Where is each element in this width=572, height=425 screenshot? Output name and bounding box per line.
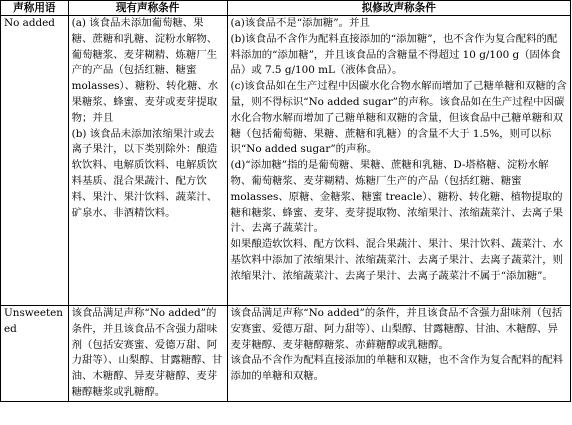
condition-paragraph: 该食品满足声称“No added”的条件，并且该食品不含强力甜味剂（包括安赛蜜、爱德万甜、阿力甜等）、山梨醇、甘露糖醇、甘油、木糖醇、异麦芽糖醇、麦芽糖醇糖浆或乳糖醇。 <box>71 307 223 398</box>
condition-paragraph: 如果酿造软饮料、配方饮料、混合果蔬汁、果汁、果汁饮料、蔬菜汁、水基饮料中添加了浓缩果汁、浓缩蔬菜汁、去离子果汁、去离子蔬菜汁，则浓缩果汁、浓缩蔬菜汁、去离子果汁、去离子蔬菜汁不属于“添加糖”。 <box>230 238 564 282</box>
header-term: 声称用语 <box>1 1 69 16</box>
claim-term: Unsweetened <box>4 307 63 335</box>
claim-term: No added <box>4 17 55 29</box>
proposed-conditions-cell <box>227 306 570 402</box>
term-cell <box>1 306 69 402</box>
header-row <box>1 1 571 16</box>
table-row <box>1 16 571 306</box>
condition-paragraph: (b) 该食品未添加浓缩果汁或去离子果汁，以下类别除外：酿造软饮料、电解质饮料、电解质饮料基质、混合果蔬汁、配方饮料、果汁、果汁饮料、蔬菜汁、矿泉水、非酒精饮料。 <box>71 127 218 219</box>
condition-paragraph: (d)“添加糖”指的是葡萄糖、果糖、蔗糖和乳糖、D-塔格糖、淀粉水解物、葡萄糖浆、麦芽糊精、炼糖厂生产的产品（包括红糖、糖蜜 molasses、原糖、金糖浆、糖蜜 treacle）、糖粉、转化糖、植物提取的糖和糖浆、蜂蜜、麦芽、麦芽提取物、浓缩果汁、浓缩蔬菜汁、去离子果汁、去离子蔬菜汁。 <box>230 159 564 235</box>
proposed-conditions-cell <box>227 16 570 306</box>
condition-paragraph: (b)该食品不含作为配料直接添加的“添加糖”，也不含作为复合配料的配料添加的“添加糖”，并且该食品的含糖量不得超过 10 g/100 g（固体食品）或 7.5 g/100 mL（液体食品）。 <box>230 32 561 77</box>
header-proposed-conditions: 拟修改声称条件 <box>227 1 570 16</box>
current-conditions-cell <box>68 306 227 402</box>
condition-paragraph: 该食品满足声称“No added”的条件，并且该食品不含强力甜味剂（包括安赛蜜、爱德万甜、阿力甜等）、山梨醇、甘露糖醇、甘油、木糖醇、异麦芽糖醇、麦芽糖醇糖浆、赤藓糖醇或乳糖醇。 <box>230 307 563 351</box>
term-cell <box>1 16 69 306</box>
condition-paragraph: 该食品不含作为配料直接添加的单糖和双糖，也不含作为复合配料的配料添加的单糖和双糖。 <box>230 354 564 383</box>
condition-paragraph: (a) 该食品未添加葡萄糖、果糖、蔗糖和乳糖、淀粉水解物、葡萄糖浆、麦芽糊精、炼糖厂生产的产品（包括红糖、糖蜜 molasses）、糖粉、转化糖、水果糖浆、蜂蜜、麦芽或麦芽提取物；并且 <box>71 17 219 124</box>
current-conditions-cell <box>68 16 227 306</box>
condition-paragraph: (a)该食品不是“添加糖”。并且 <box>230 17 370 29</box>
condition-paragraph: (c)该食品如在生产过程中因碳水化合物水解而增加了己糖单糖和双糖的含量，则不得标识“No added sugar”的声称。该食品如在生产过程中因碳水化合物水解而增加了己糖单糖和双糖的含量，但该食品中己糖单糖和双糖（包括葡萄糖、果糖、蔗糖和乳糖）的含量不大于 1.5%，则可以标识“No added sugar”的声称。 <box>230 80 567 156</box>
header-current-conditions: 现有声称条件 <box>68 1 227 16</box>
table-row <box>1 306 571 402</box>
